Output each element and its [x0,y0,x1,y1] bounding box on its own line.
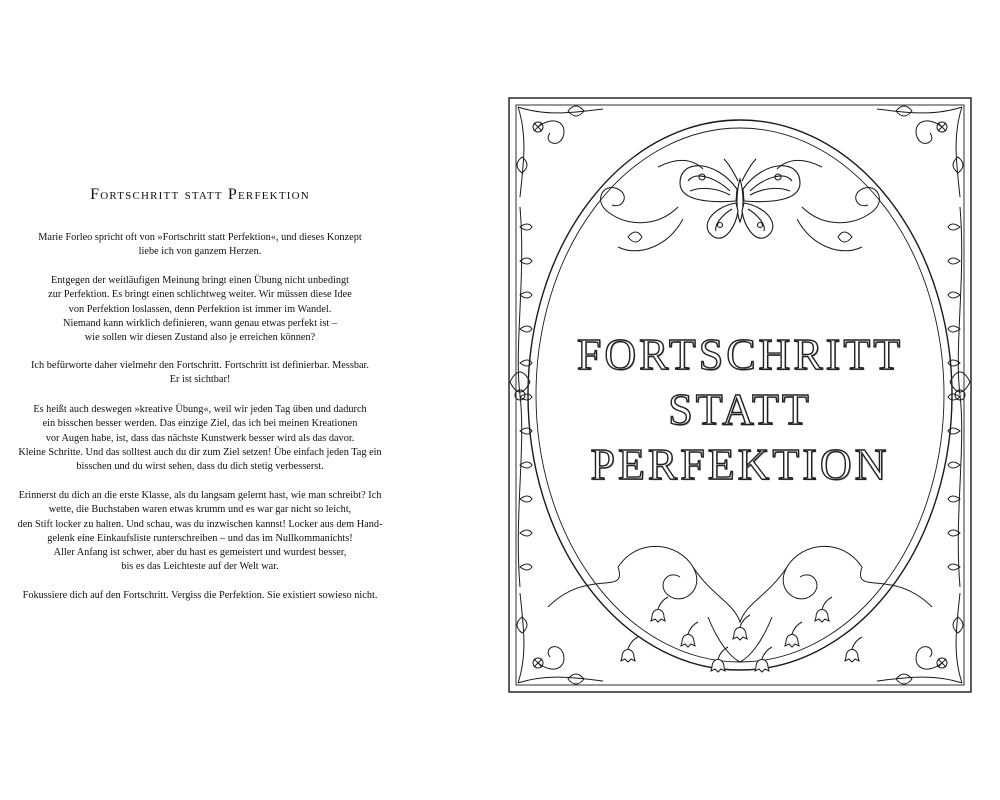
bellflower-icon [621,650,635,663]
text-line: zur Perfektion. Es bringt einen schlichtweg weiter. Wir müssen diese Idee [48,289,352,301]
text-line: gelenk eine Einkaufsliste runterschreiben – und das im Nullkommanichts! [47,532,353,544]
corner-vine-ornament [517,593,603,684]
corner-vine-ornament [877,593,963,684]
bellflower-icon [815,610,829,623]
corner-vine-ornament [877,106,963,197]
text-line: bis es das Leichteste auf der Welt war. [121,561,279,573]
text-line: Niemand kann wirklich definieren, wann genau etwas perfekt ist – [63,317,337,329]
paragraph [0,589,400,603]
bellflower-icon [733,628,747,641]
paragraph [0,489,400,575]
text-line: Ich befürworte daher vielmehr den Fortschritt. Fortschritt ist definierbar. Messbar. [31,360,369,371]
text-line: Marie Forleo spricht oft von »Fortschritt statt Perfektion«, und dieses Konzept [38,232,362,243]
title-line-2: STATT [668,385,812,434]
paragraph [0,274,400,345]
bellflower-icon [681,635,695,648]
text-line: den Stift locker zu halten. Und schau, was du inzwischen kannst! Locker aus dem Hand- [17,518,383,530]
bellflower-icon [651,610,665,623]
text-line: Erinnerst du dich an die erste Klasse, als du langsam gelernt hast, wie man schreibt? Ich [18,490,382,501]
title-line-1: FORTSCHRITT [576,330,904,379]
text-line: bisschen und du wirst sehen, dass du dich stetig verbesserst. [76,461,324,473]
title-line-3: PERFEKTION [590,440,890,489]
text-line: Kleine Schritte. Und das solltest auch du dir zum Ziel setzen! Übe einfach jeden Tag ein [18,446,382,458]
text-line: wette, die Buchstaben waren etwas krumm und es war gar nicht so leicht, [48,504,352,516]
text-line: Es heißt auch deswegen »kreative Übung«, weil wir jeden Tag üben und dadurch [33,404,367,415]
text-line: Aller Anfang ist schwer, aber du hast es gemeistert und wurdest besser, [53,547,347,559]
text-line: Entgegen der weitläufigen Meinung bringt einen Übung nicht unbedingt [51,275,349,286]
page-heading: Fortschritt statt Perfektion [90,186,310,203]
bottom-flower-ornament [548,546,932,662]
title-block [508,327,972,492]
paragraph [0,359,400,388]
corner-vine-ornament [517,106,603,197]
text-line: wie sollen wir diesen Zustand also je erreichen können? [84,332,316,344]
bellflower-icon [785,635,799,648]
coloring-page [508,97,972,693]
paragraph [0,231,400,260]
text-line: Fokussiere dich auf den Fortschritt. Vergiss die Perfektion. Sie existiert sowieso nicht. [22,590,378,601]
paragraph [0,403,400,474]
text-line: Er ist sichtbar! [169,374,231,386]
butterfly-icon [680,159,800,238]
text-line: ein bisschen besser werden. Das einzige Ziel, das ich bei meinen Kreationen [42,418,358,430]
text-line: liebe ich von ganzem Herzen. [138,246,262,258]
text-line: von Perfektion loslassen, denn Perfektion ist immer im Wandel. [68,303,332,315]
text-line: vor Augen habe, ist, dass das nächste Kunstwerk besser wird als das davor. [45,432,355,444]
bellflower-icon [845,650,859,663]
